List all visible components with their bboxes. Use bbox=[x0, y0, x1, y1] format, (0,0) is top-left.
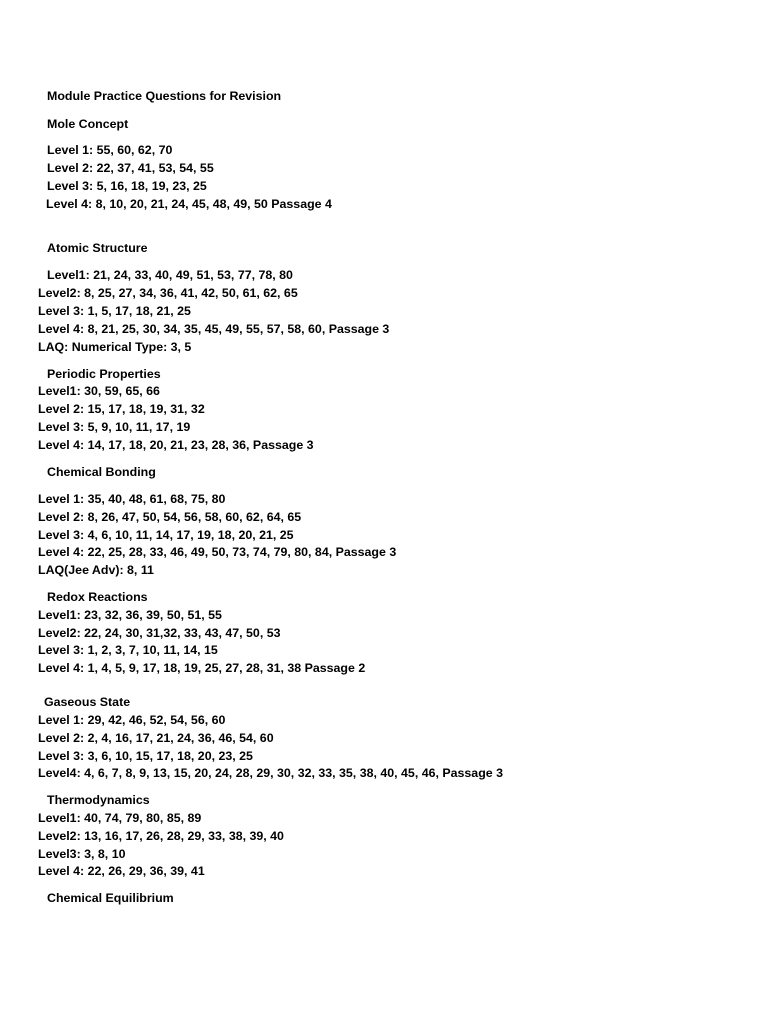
section-heading-chemical-bonding: Chemical Bonding bbox=[47, 465, 156, 479]
gaseous-state-level-3: Level 3: 3, 6, 10, 15, 17, 18, 20, 23, 25 bbox=[38, 749, 253, 763]
chemical-bonding-level-4: Level 4: 22, 25, 28, 33, 46, 49, 50, 73, 74, 79, 80, 84, Passage 3 bbox=[38, 545, 397, 559]
section-heading-chemical-equilibrium: Chemical Equilibrium bbox=[47, 891, 174, 905]
chemical-bonding-level-3: Level 3: 4, 6, 10, 11, 14, 17, 19, 18, 20, 21, 25 bbox=[38, 528, 294, 542]
periodic-properties-level-3: Level 3: 5, 9, 10, 11, 17, 19 bbox=[38, 420, 191, 434]
chemical-bonding-laq: LAQ(Jee Adv): 8, 11 bbox=[38, 563, 154, 577]
atomic-structure-level-1: Level1: 21, 24, 33, 40, 49, 51, 53, 77, 78, 80 bbox=[47, 268, 293, 282]
periodic-properties-level-4: Level 4: 14, 17, 18, 20, 21, 23, 28, 36, Passage 3 bbox=[38, 438, 314, 452]
atomic-structure-level-4: Level 4: 8, 21, 25, 30, 34, 35, 45, 49, 55, 57, 58, 60, Passage 3 bbox=[38, 322, 390, 336]
section-heading-gaseous-state: Gaseous State bbox=[44, 695, 131, 709]
thermodynamics-level-4: Level 4: 22, 26, 29, 36, 39, 41 bbox=[38, 864, 205, 878]
section-heading-redox-reactions: Redox Reactions bbox=[47, 590, 148, 604]
redox-reactions-level-4: Level 4: 1, 4, 5, 9, 17, 18, 19, 25, 27, 28, 31, 38 Passage 2 bbox=[38, 661, 366, 675]
section-heading-mole-concept: Mole Concept bbox=[47, 117, 129, 131]
periodic-properties-level-2: Level 2: 15, 17, 18, 19, 31, 32 bbox=[38, 402, 205, 416]
mole-concept-level-4: Level 4: 8, 10, 20, 21, 24, 45, 48, 49, 50 Passage 4 bbox=[46, 197, 332, 211]
atomic-structure-level-2: Level2: 8, 25, 27, 34, 36, 41, 42, 50, 61, 62, 65 bbox=[38, 286, 298, 300]
atomic-structure-laq: LAQ: Numerical Type: 3, 5 bbox=[38, 340, 192, 354]
section-heading-periodic-properties: Periodic Properties bbox=[47, 367, 161, 381]
gaseous-state-level-2: Level 2: 2, 4, 16, 17, 21, 24, 36, 46, 54, 60 bbox=[38, 731, 274, 745]
section-heading-atomic-structure: Atomic Structure bbox=[47, 241, 148, 255]
mole-concept-level-1: Level 1: 55, 60, 62, 70 bbox=[47, 143, 173, 157]
mole-concept-level-2: Level 2: 22, 37, 41, 53, 54, 55 bbox=[47, 161, 214, 175]
page-title: Module Practice Questions for Revision bbox=[47, 89, 282, 103]
thermodynamics-level-2: Level2: 13, 16, 17, 26, 28, 29, 33, 38, 39, 40 bbox=[38, 829, 284, 843]
chemical-bonding-level-1: Level 1: 35, 40, 48, 61, 68, 75, 80 bbox=[38, 492, 226, 506]
chemical-bonding-level-2: Level 2: 8, 26, 47, 50, 54, 56, 58, 60, 62, 64, 65 bbox=[38, 510, 302, 524]
redox-reactions-level-3: Level 3: 1, 2, 3, 7, 10, 11, 14, 15 bbox=[38, 643, 218, 657]
redox-reactions-level-1: Level1: 23, 32, 36, 39, 50, 51, 55 bbox=[38, 608, 222, 622]
gaseous-state-level-1: Level 1: 29, 42, 46, 52, 54, 56, 60 bbox=[38, 713, 226, 727]
section-heading-thermodynamics: Thermodynamics bbox=[47, 793, 150, 807]
periodic-properties-level-1: Level1: 30, 59, 65, 66 bbox=[38, 384, 160, 398]
redox-reactions-level-2: Level2: 22, 24, 30, 31,32, 33, 43, 47, 50, 53 bbox=[38, 626, 281, 640]
thermodynamics-level-1: Level1: 40, 74, 79, 80, 85, 89 bbox=[38, 811, 202, 825]
atomic-structure-level-3: Level 3: 1, 5, 17, 18, 21, 25 bbox=[38, 304, 191, 318]
mole-concept-level-3: Level 3: 5, 16, 18, 19, 23, 25 bbox=[47, 179, 207, 193]
gaseous-state-level-4: Level4: 4, 6, 7, 8, 9, 13, 15, 20, 24, 28, 29, 30, 32, 33, 35, 38, 40, 45, 46, Passage 3 bbox=[38, 766, 503, 780]
thermodynamics-level-3: Level3: 3, 8, 10 bbox=[38, 847, 126, 861]
